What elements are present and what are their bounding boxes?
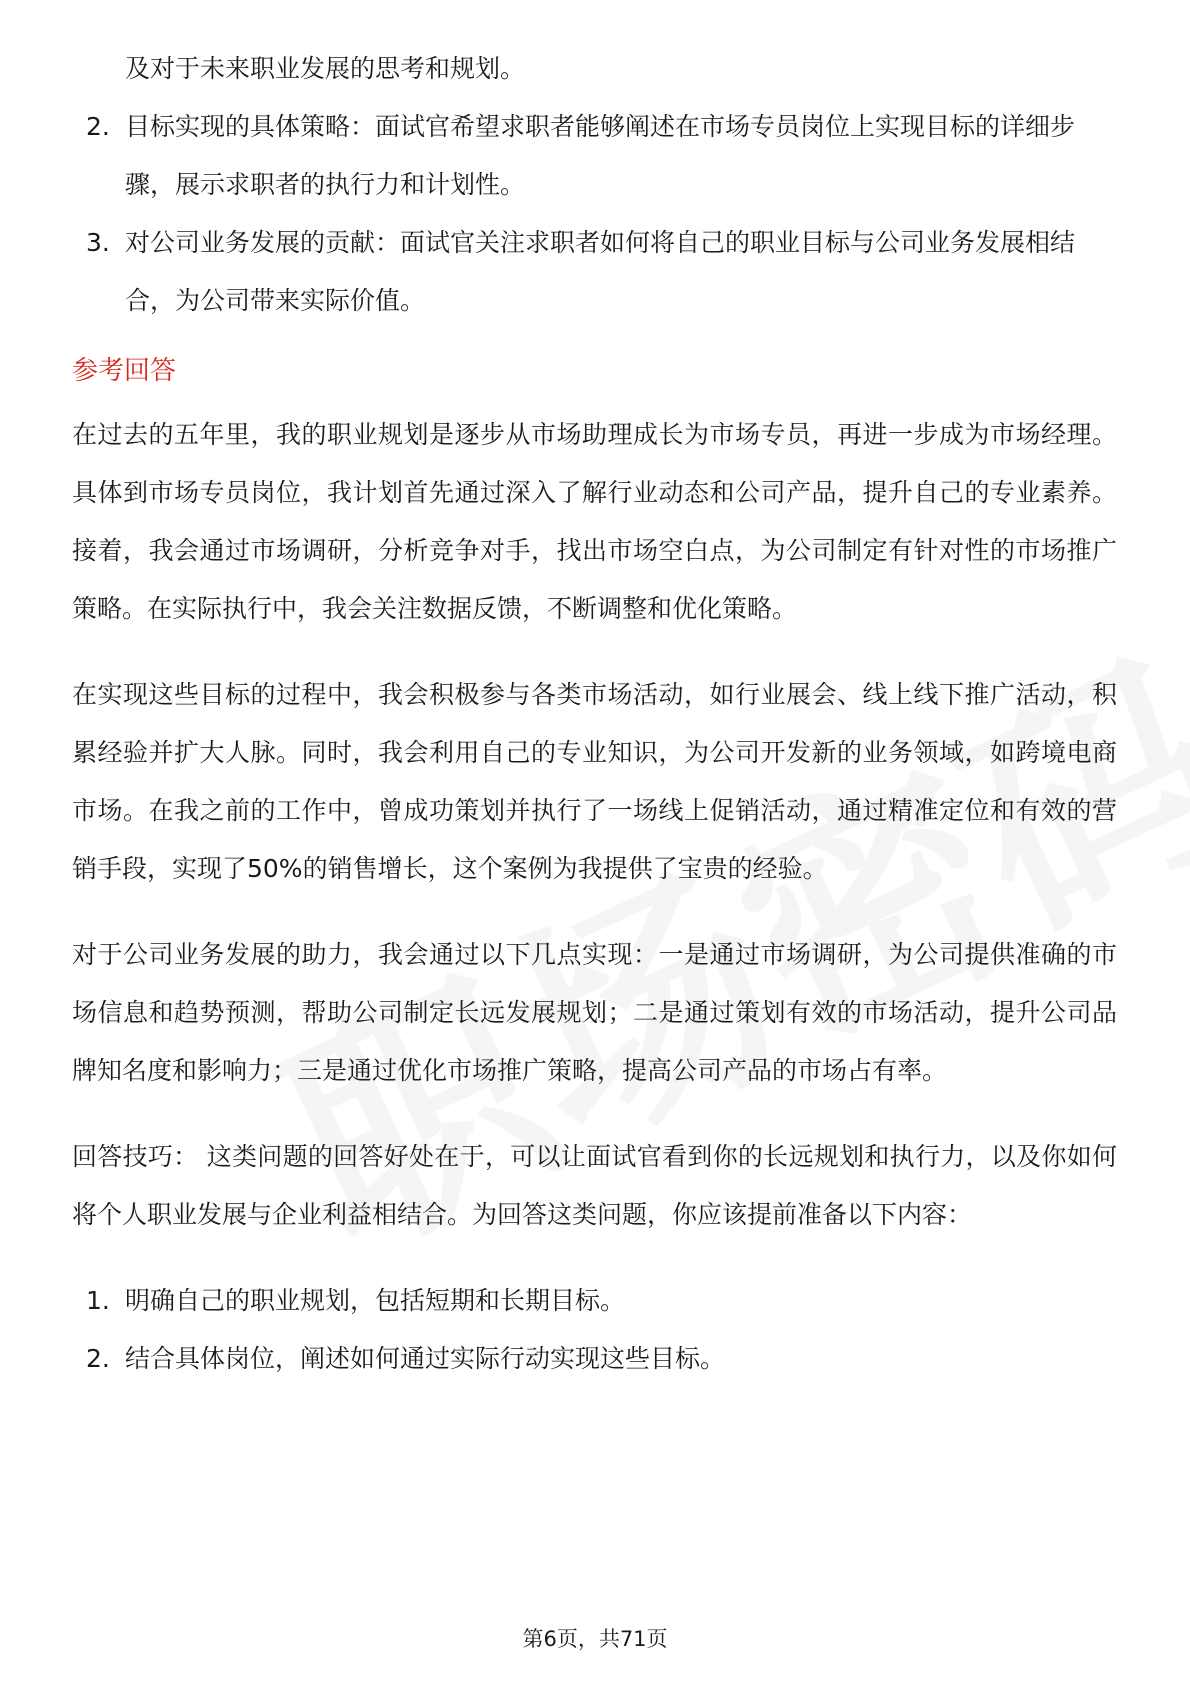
page-content [72, 40, 1117, 1388]
page-footer: 第6页，共71页 [522, 1627, 668, 1651]
tips-paragraph: 回答技巧： 这类问题的回答好处在于，可以让面试官看到你的长远规划和执行力，以及你如何将个人职业发展与企业利益相结合。为回答这类问题，你应该提前准备以下内容： [72, 1142, 1117, 1229]
tips-list [72, 1272, 1117, 1388]
list-item-text: 明确自己的职业规划，包括短期和长期目标。 [125, 1286, 626, 1315]
continuation-line: 及对于未来职业发展的思考和规划。 [125, 54, 526, 83]
list-item-text: 目标实现的具体策略：面试官希望求职者能够阐述在市场专员岗位上实现目标的详细步骤，展示求职者的执行力和计划性。 [125, 112, 1076, 199]
list-item [72, 98, 1117, 214]
list-item-number: 1. [86, 1286, 110, 1315]
list-item-number: 2. [86, 1344, 110, 1373]
answer-heading: 参考回答 [72, 356, 177, 386]
list-item [72, 214, 1117, 330]
list-item [72, 1330, 1117, 1388]
list-item-number: 3. [86, 228, 110, 257]
answer-paragraph-3: 对于公司业务发展的助力，我会通过以下几点实现：一是通过市场调研，为公司提供准确的市场信息和趋势预测，帮助公司制定长远发展规划；二是通过策划有效的市场活动，提升公司品牌知名度和影响力；三是通过优化市场推广策略，提高公司产品的市场占有率。 [72, 940, 1117, 1085]
list-item [72, 1272, 1117, 1330]
intro-list [72, 98, 1117, 330]
list-item-text: 对公司业务发展的贡献：面试官关注求职者如何将自己的职业目标与公司业务发展相结合，为公司带来实际价值。 [125, 228, 1076, 315]
answer-paragraph-2: 在实现这些目标的过程中，我会积极参与各类市场活动，如行业展会、线上线下推广活动，积累经验并扩大人脉。同时，我会利用自己的专业知识，为公司开发新的业务领域，如跨境电商市场。在我之前的工作中，曾成功策划并执行了一场线上促销活动，通过精准定位和有效的营销手段，实现了50%的销售增长，这个案例为我提供了宝贵的经验。 [72, 680, 1117, 883]
answer-paragraph-1: 在过去的五年里，我的职业规划是逐步从市场助理成长为市场专员，再进一步成为市场经理。具体到市场专员岗位，我计划首先通过深入了解行业动态和公司产品，提升自己的专业素养。接着，我会通过市场调研，分析竞争对手，找出市场空白点，为公司制定有针对性的市场推广策略。在实际执行中，我会关注数据反馈，不断调整和优化策略。 [72, 420, 1117, 623]
list-item-number: 2. [86, 112, 110, 141]
list-item-text: 结合具体岗位，阐述如何通过实际行动实现这些目标。 [125, 1344, 726, 1373]
